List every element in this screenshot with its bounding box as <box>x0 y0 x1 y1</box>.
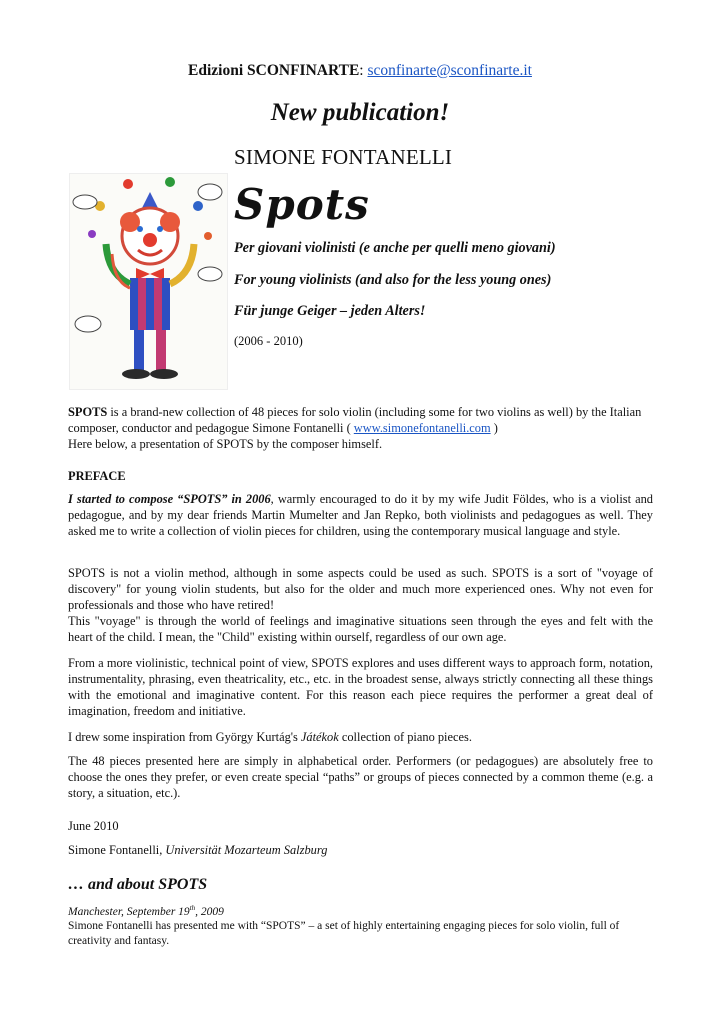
author-name: SIMONE FONTANELLI <box>234 145 453 169</box>
preface-paragraph-5: The 48 pieces presented here are simply in alphabetical order. Performers (or pedagogues) are absolutely free to choose the ones they prefer, or even create special “paths” or groups of pieces connected by a common theme (e.g. a story, a situation, etc.). <box>68 754 653 800</box>
preface-p4-title: Játékok <box>300 730 339 744</box>
intro-paragraph <box>68 404 653 452</box>
preface-p1-rest: , warmly encouraged to do it by my wife Judit Földes, who is a violist and pedagogue, and by my dear friends Martin Mumelter and Jan Repko, both violinists and pedagogues as well. They asked me to write a collection of violin pieces for children, using the contemporary musical language and style. <box>68 492 653 538</box>
publisher-sep: : <box>359 62 364 79</box>
preface-p4b: collection of piano pieces. <box>338 730 472 744</box>
preface-p2: SPOTS is not a violin method, although in some aspects could be used as such. SPOTS is a sort of "voyage of discovery" for young violin students, but also for the older and much more experienced ones. Why not even for professionals and those who have retired! <box>68 566 653 612</box>
intro-bold: SPOTS <box>68 405 108 419</box>
headline: New publication! <box>270 99 450 126</box>
subtitle-italian: Per giovani violinisti (e anche per quelli meno giovani) <box>234 240 556 256</box>
preface-lead: I started to compose “SPOTS” in 2006 <box>68 492 271 506</box>
publisher-line <box>0 62 720 80</box>
review-year: , 2009 <box>195 905 224 918</box>
review-dateline <box>68 904 224 918</box>
review-place: Manchester, September 19 <box>68 905 190 918</box>
composer-website-link[interactable]: www.simonefontanelli.com <box>353 421 491 435</box>
book-title: Spots <box>234 180 370 229</box>
preface-paragraph-4 <box>68 729 653 745</box>
intro-text: is a brand-new collection of 48 pieces for solo violin (including some for two violins as well) by the Italian composer, conductor and pedagogue Simone Fontanelli ( <box>68 405 642 435</box>
preface-paragraph-3: From a more violinistic, technical point of view, SPOTS explores and uses different ways to approach form, notation, instrumentality, phrasing, even theatricality, etc., etc. in the broadest sense, always strictly connecting all these things with the emotional and imaginative content. For this reason each piece requires the performer a great deal of imagination, freedom and initiative. <box>68 656 653 718</box>
signature-name: Simone Fontanelli, <box>68 843 166 857</box>
signature-institution: Universität Mozarteum Salzburg <box>165 843 328 857</box>
preface-signature <box>68 842 653 858</box>
preface-paragraph-1 <box>68 491 653 539</box>
preface-paragraph-2 <box>68 565 653 645</box>
intro-line2: Here below, a presentation of SPOTS by the composer himself. <box>68 437 383 451</box>
preface-p4a: I drew some inspiration from György Kurtág's <box>68 730 301 744</box>
subtitle-english: For young violinists (and also for the less young ones) <box>234 272 552 288</box>
subtitle-german: Für junge Geiger – jeden Alters! <box>234 303 426 319</box>
about-heading: … and about SPOTS <box>68 876 208 893</box>
clown-illustration-icon <box>70 174 227 389</box>
publisher-name: Edizioni SCONFINARTE <box>188 62 360 79</box>
years: (2006 - 2010) <box>234 334 303 348</box>
review-sup: th <box>189 904 196 912</box>
review-text: Simone Fontanelli has presented me with “SPOTS” – a set of highly entertaining engaging pieces for solo violin, full of creativity and fantasy. <box>68 920 620 947</box>
preface-p2b: This "voyage" is through the world of feelings and imaginative situations seen through the eyes and felt with the heart of the child. I mean, the "Child" existing within ourself, regardless of our own age. <box>68 614 653 644</box>
publisher-email-link[interactable]: sconfinarte@sconfinarte.it <box>367 62 532 79</box>
preface-heading: PREFACE <box>68 469 126 483</box>
intro-text-end: ) <box>490 421 498 435</box>
preface-date: June 2010 <box>68 819 119 833</box>
clown-drawing-image <box>69 173 228 390</box>
